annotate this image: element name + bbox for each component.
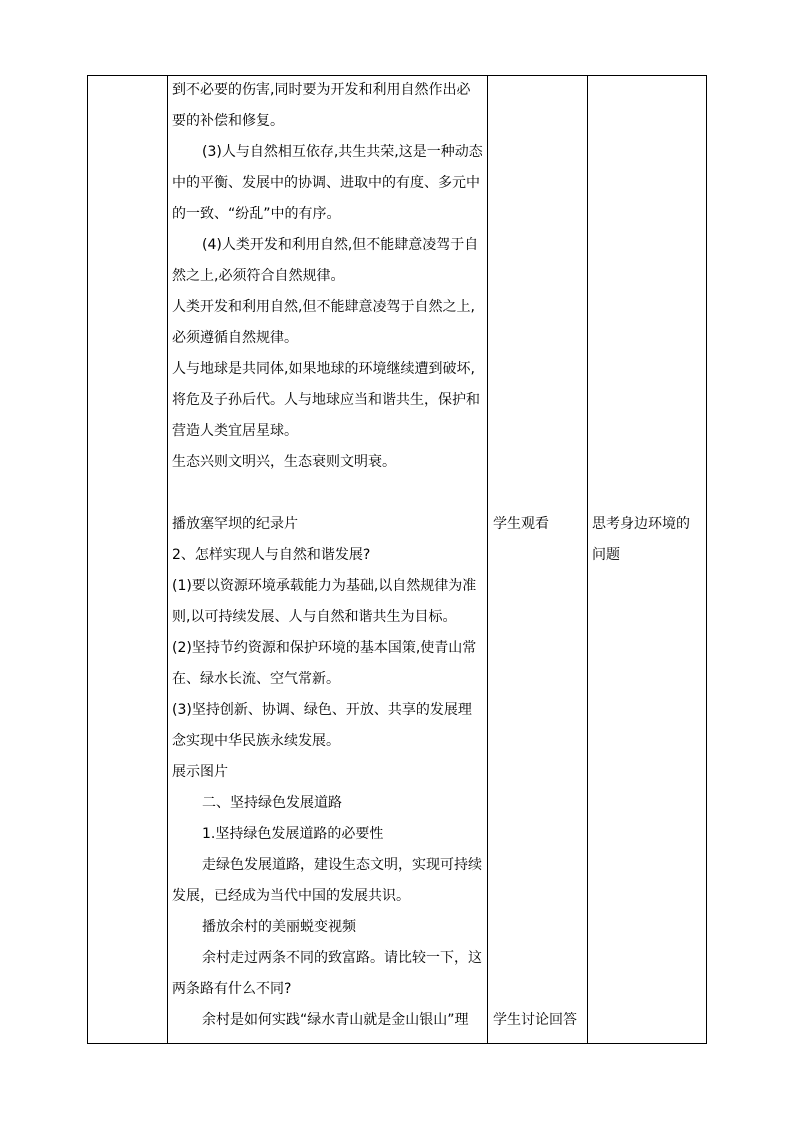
content-line: 走绿色发展道路，建设生态文明，实现可持续: [202, 857, 482, 873]
design-intent-column: [588, 75, 704, 1044]
content-line: 播放塞罕坝的纪录片: [172, 516, 298, 532]
student-activity-column: [489, 75, 585, 1044]
content-line: (4)人类开发和利用自然,但不能肆意凌驾于自: [202, 237, 479, 253]
content-line: 两条路有什么不同?: [172, 981, 292, 997]
content-line: 展示图片: [172, 764, 228, 780]
content-line: (1)要以资源环境承载能力为基础,以自然规律为准: [172, 578, 477, 594]
design-intent-text: 问题: [592, 547, 620, 563]
content-line: 到不必要的伤害,同时要为开发和利用自然作出必: [172, 82, 471, 98]
content-line: 在、绿水长流、空气常新。: [172, 671, 340, 687]
content-line: 2、怎样实现人与自然和谐发展?: [172, 547, 371, 563]
teaching-content-column: [168, 75, 486, 1044]
content-line: 发展，已经成为当代中国的发展共识。: [172, 888, 410, 904]
table-border-5: [706, 75, 707, 1044]
content-line: 人类开发和利用自然,但不能肆意凌驾于自然之上,: [172, 299, 475, 315]
content-line: 中的平衡、发展中的协调、进取中的有度、多元中: [172, 175, 480, 191]
content-line: 要的补偿和修复。: [172, 113, 284, 129]
content-line: (3)坚持创新、协调、绿色、开放、共享的发展理: [172, 702, 472, 718]
content-line: 营造人类宜居星球。: [172, 423, 298, 439]
content-line: 将危及子孙后代。人与地球应当和谐共生，保护和: [172, 392, 480, 408]
content-line: 二、坚持绿色发展道路: [202, 795, 342, 811]
content-line: 余村是如何实践“绿水青山就是金山银山”理: [202, 1012, 469, 1028]
student-activity-text: 学生观看: [493, 516, 549, 532]
content-line: 必须遵循自然规律。: [172, 330, 298, 346]
content-line: 则,以可持续发展、人与自然和谐共生为目标。: [172, 609, 457, 625]
table-border-3: [487, 75, 488, 1044]
content-line: 1.坚持绿色发展道路的必要性: [202, 826, 384, 842]
content-line: 念实现中华民族永续发展。: [172, 733, 340, 749]
content-line: 生态兴则文明兴，生态衰则文明衰。: [172, 454, 396, 470]
content-line: 的一致、“纷乱”中的有序。: [172, 206, 341, 222]
content-line: 人与地球是共同体,如果地球的环境继续遭到破坏,: [172, 361, 475, 377]
student-activity-text: 学生讨论回答: [493, 1012, 577, 1028]
section-column: [88, 75, 166, 1044]
content-line: (3)人与自然相互依存,共生共荣,这是一种动态: [202, 144, 483, 160]
content-line: 然之上,必须符合自然规律。: [172, 268, 345, 284]
content-line: 余村走过两条不同的致富路。请比较一下，这: [202, 950, 482, 966]
design-intent-text: 思考身边环境的: [592, 516, 690, 532]
content-line: 播放余村的美丽蜕变视频: [202, 919, 356, 935]
content-line: (2)坚持节约资源和保护环境的基本国策,使青山常: [172, 640, 477, 656]
